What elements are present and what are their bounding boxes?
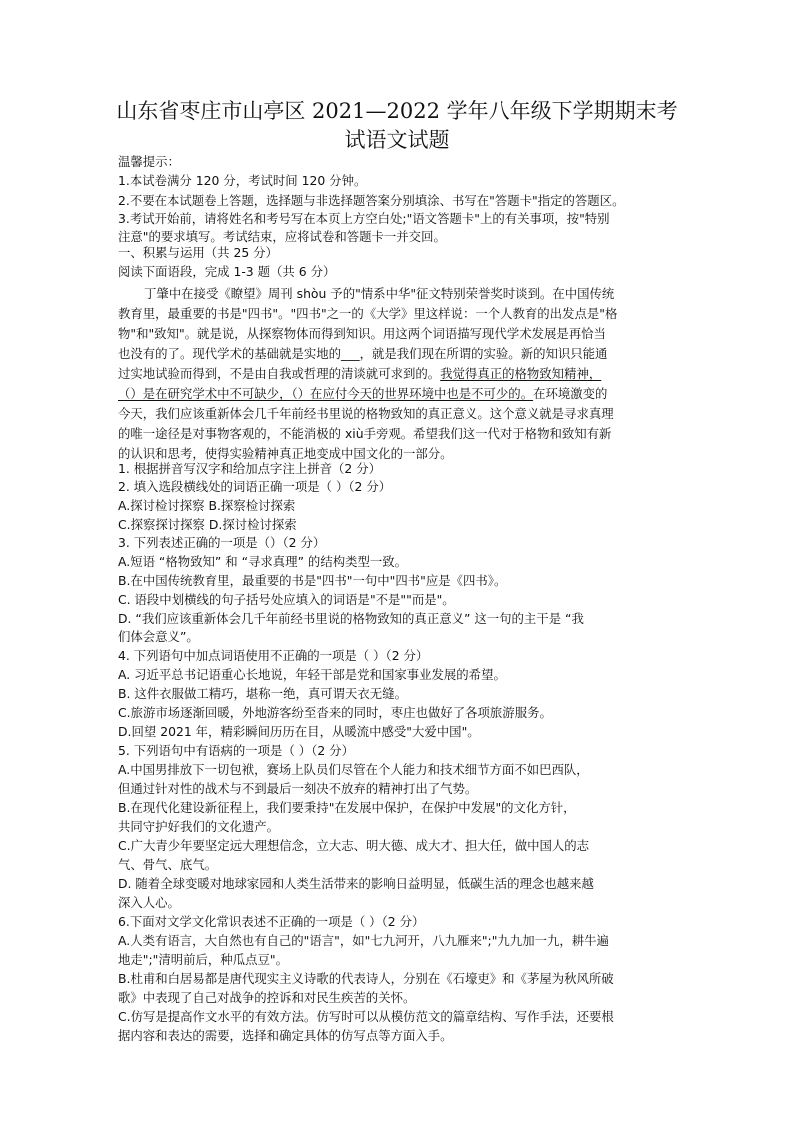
passage-line-6: [118, 388, 678, 400]
question-5-option-a-line-1: A.中国男排放下一切包袱，赛场上队员们尽管在个人能力和技术细节方面不如巴西队，: [118, 762, 589, 777]
tip-1: 1.本试卷满分 120 分，考试时间 120 分钟。: [118, 173, 367, 188]
passage-line-1: 丁肇中在接受《瞭望》周刊 shòu 予的"情系中华"征文特别荣誉奖时谈到。在中国传统: [144, 286, 615, 301]
passage-line-5-text: 过实地试验而得到，不是由自我或哲理的清谈就可求到的。: [118, 366, 441, 381]
question-4-option-a: A. 习近平总书记语重心长地说，年轻干部是党和国家事业发展的希望。: [118, 667, 506, 682]
question-1: 1. 根据拼音写汉字和给加点字注上拼音（2 分）: [118, 461, 382, 476]
passage-line-4: 也没有的了。现代学术的基础就是实地的___，就是我们现在所谓的实验。新的知识只能通: [118, 346, 608, 361]
question-3: 3. 下列表述正确的一项是（）（2 分）: [118, 535, 326, 550]
question-2: 2. 填入选段横线处的词语正确一项是（ ）（2 分）: [118, 479, 392, 494]
passage-line-3: 物"和"致知"。就是说，从探察物体而得到知识。用这两个词语描写现代学术发展是再恰当: [118, 326, 606, 341]
question-6-option-b-line-2: 歌》中表现了自己对战争的控诉和对民生疾苦的关怀。: [118, 990, 416, 1005]
tip-2: 2.不要在本试题卷上答题，选择题与非选择题答案分别填涂、书写在"答题卡"指定的答题区。: [118, 193, 625, 208]
exam-title-line-1: 山东省枣庄市山亭区 2021—2022 学年八年级下学期期末考: [116, 99, 678, 123]
question-5-option-b-line-2: 共同守护好我们的文化遗产。: [118, 819, 280, 834]
question-6: 6.下面对文学文化常识表述不正确的一项是（ ）（2 分）: [118, 914, 425, 929]
question-5: 5. 下列语句中有语病的一项是（ ）（2 分）: [118, 743, 354, 758]
passage-line-5: [118, 368, 678, 380]
passage-line-7: 今天，我们应该重新体会几千年前经书里说的格物致知的真正意义。这个意义就是寻求真理: [118, 406, 614, 421]
question-5-option-d-line-1: D. 随着全球变暖对地球家园和人类生活带来的影响日益明显，低碳生活的理念也越来越: [118, 876, 594, 891]
question-5-option-c-line-2: 气、骨气、底气。: [118, 857, 218, 872]
question-4: 4. 下列语句中加点词语使用不正确的一项是（ ）（2 分）: [118, 648, 429, 663]
question-3-option-a: A.短语 “格物致知” 和 “寻求真理” 的结构类型一致。: [118, 554, 408, 569]
question-3-option-d-line-1: D. “我们应该重新体会几千年前经书里说的格物致知的真正意义” 这一句的主干是 “我: [118, 611, 584, 626]
question-3-option-d-line-2: 们体会意义”。: [118, 629, 199, 644]
question-4-option-c: C.旅游市场逐渐回暖，外地游客纷至沓来的同时，枣庄也做好了各项旅游服务。: [118, 705, 552, 720]
question-3-option-c: C. 语段中划横线的句子括号处应填入的词语是"不是""而是"。: [118, 592, 455, 607]
tips-heading: 温馨提示：: [118, 154, 180, 169]
passage-line-6-text: 在环境激变的: [533, 386, 608, 401]
question-2-options-ab: A.探讨检讨探察 B.探察检讨探索: [118, 498, 296, 513]
question-5-option-d-line-2: 深入人心。: [118, 895, 180, 910]
question-6-option-b-line-1: B.杜甫和白居易都是唐代现实主义诗歌的代表诗人，分别在《石壕吏》和《茅屋为秋风所破: [118, 971, 614, 986]
tip-3-line-2: 注意"的要求填写。考试结束，应将试卷和答题卡一并交回。: [118, 229, 446, 244]
question-6-option-a-line-1: A.人类有语言，大自然也有自己的"语言"，如"七九河开，八九雁来";"九九加一九，耕牛遍: [118, 933, 609, 948]
question-5-option-b-line-1: B.在现代化建设新征程上，我们要秉持"在发展中保护，在保护中发展"的文化方针，: [118, 800, 576, 815]
question-3-option-b: B.在中国传统教育里，最重要的书是"四书"一句中"四书"应是《四书》。: [118, 573, 507, 588]
question-6-option-c-line-2: 据内容和表达的需要，选择和确定具体的仿写点等方面入手。: [118, 1028, 453, 1043]
passage-line-2: 教育里，最重要的书是"四书"。"四书"之一的《大学》里这样说：一个人教育的出发点是"格: [118, 306, 618, 321]
question-4-option-b: B. 这件衣服做工精巧，堪称一绝，真可谓天衣无缝。: [118, 686, 407, 701]
question-2-options-cd: C.探察探讨探察 D.探讨检讨探索: [118, 517, 297, 532]
section-1-instruction: 阅读下面语段，完成 1-3 题（共 6 分）: [118, 264, 336, 279]
question-5-option-c-line-1: C.广大青少年要坚定远大理想信念，立大志、明大德、成大才、担大任，做中国人的志: [118, 838, 590, 853]
passage-line-9: 的认识和思考，使得实验精神真正地变成中国文化的一部分。: [118, 446, 453, 461]
tip-3-line-1: 3.考试开始前，请将姓名和考号写在本页上方空白处;"语文答题卡"上的有关事项，按"特别: [118, 211, 610, 226]
question-6-option-c-line-1: C.仿写是提高作文水平的有效方法。仿写时可以从模仿范文的篇章结构、写作手法，还要根: [118, 1009, 614, 1024]
underlined-sentence-part-1: 我觉得真正的格物致知精神，: [440, 366, 602, 381]
exam-title-line-2: 试语文试题: [344, 128, 450, 152]
section-1-heading: 一、积累与运用（共 25 分）: [118, 245, 278, 260]
question-6-option-a-line-2: 地走";"清明前后，种瓜点豆"。: [118, 952, 288, 967]
question-5-option-a-line-2: 但通过针对性的战术与不到最后一刻决不放弃的精神打出了气势。: [118, 781, 478, 796]
question-4-option-d: D.回望 2021 年，精彩瞬间历历在目，从暖流中感受"大爱中国"。: [118, 724, 480, 739]
passage-line-8: 的唯一途径是对事物客观的，不能消极的 xiù手旁观。希望我们这一代对于格物和致知有新: [118, 426, 612, 441]
underlined-sentence-part-2: （）是在研究学术中不可缺少，（）在应付今天的世界环境中也是不可少的。: [118, 386, 534, 401]
